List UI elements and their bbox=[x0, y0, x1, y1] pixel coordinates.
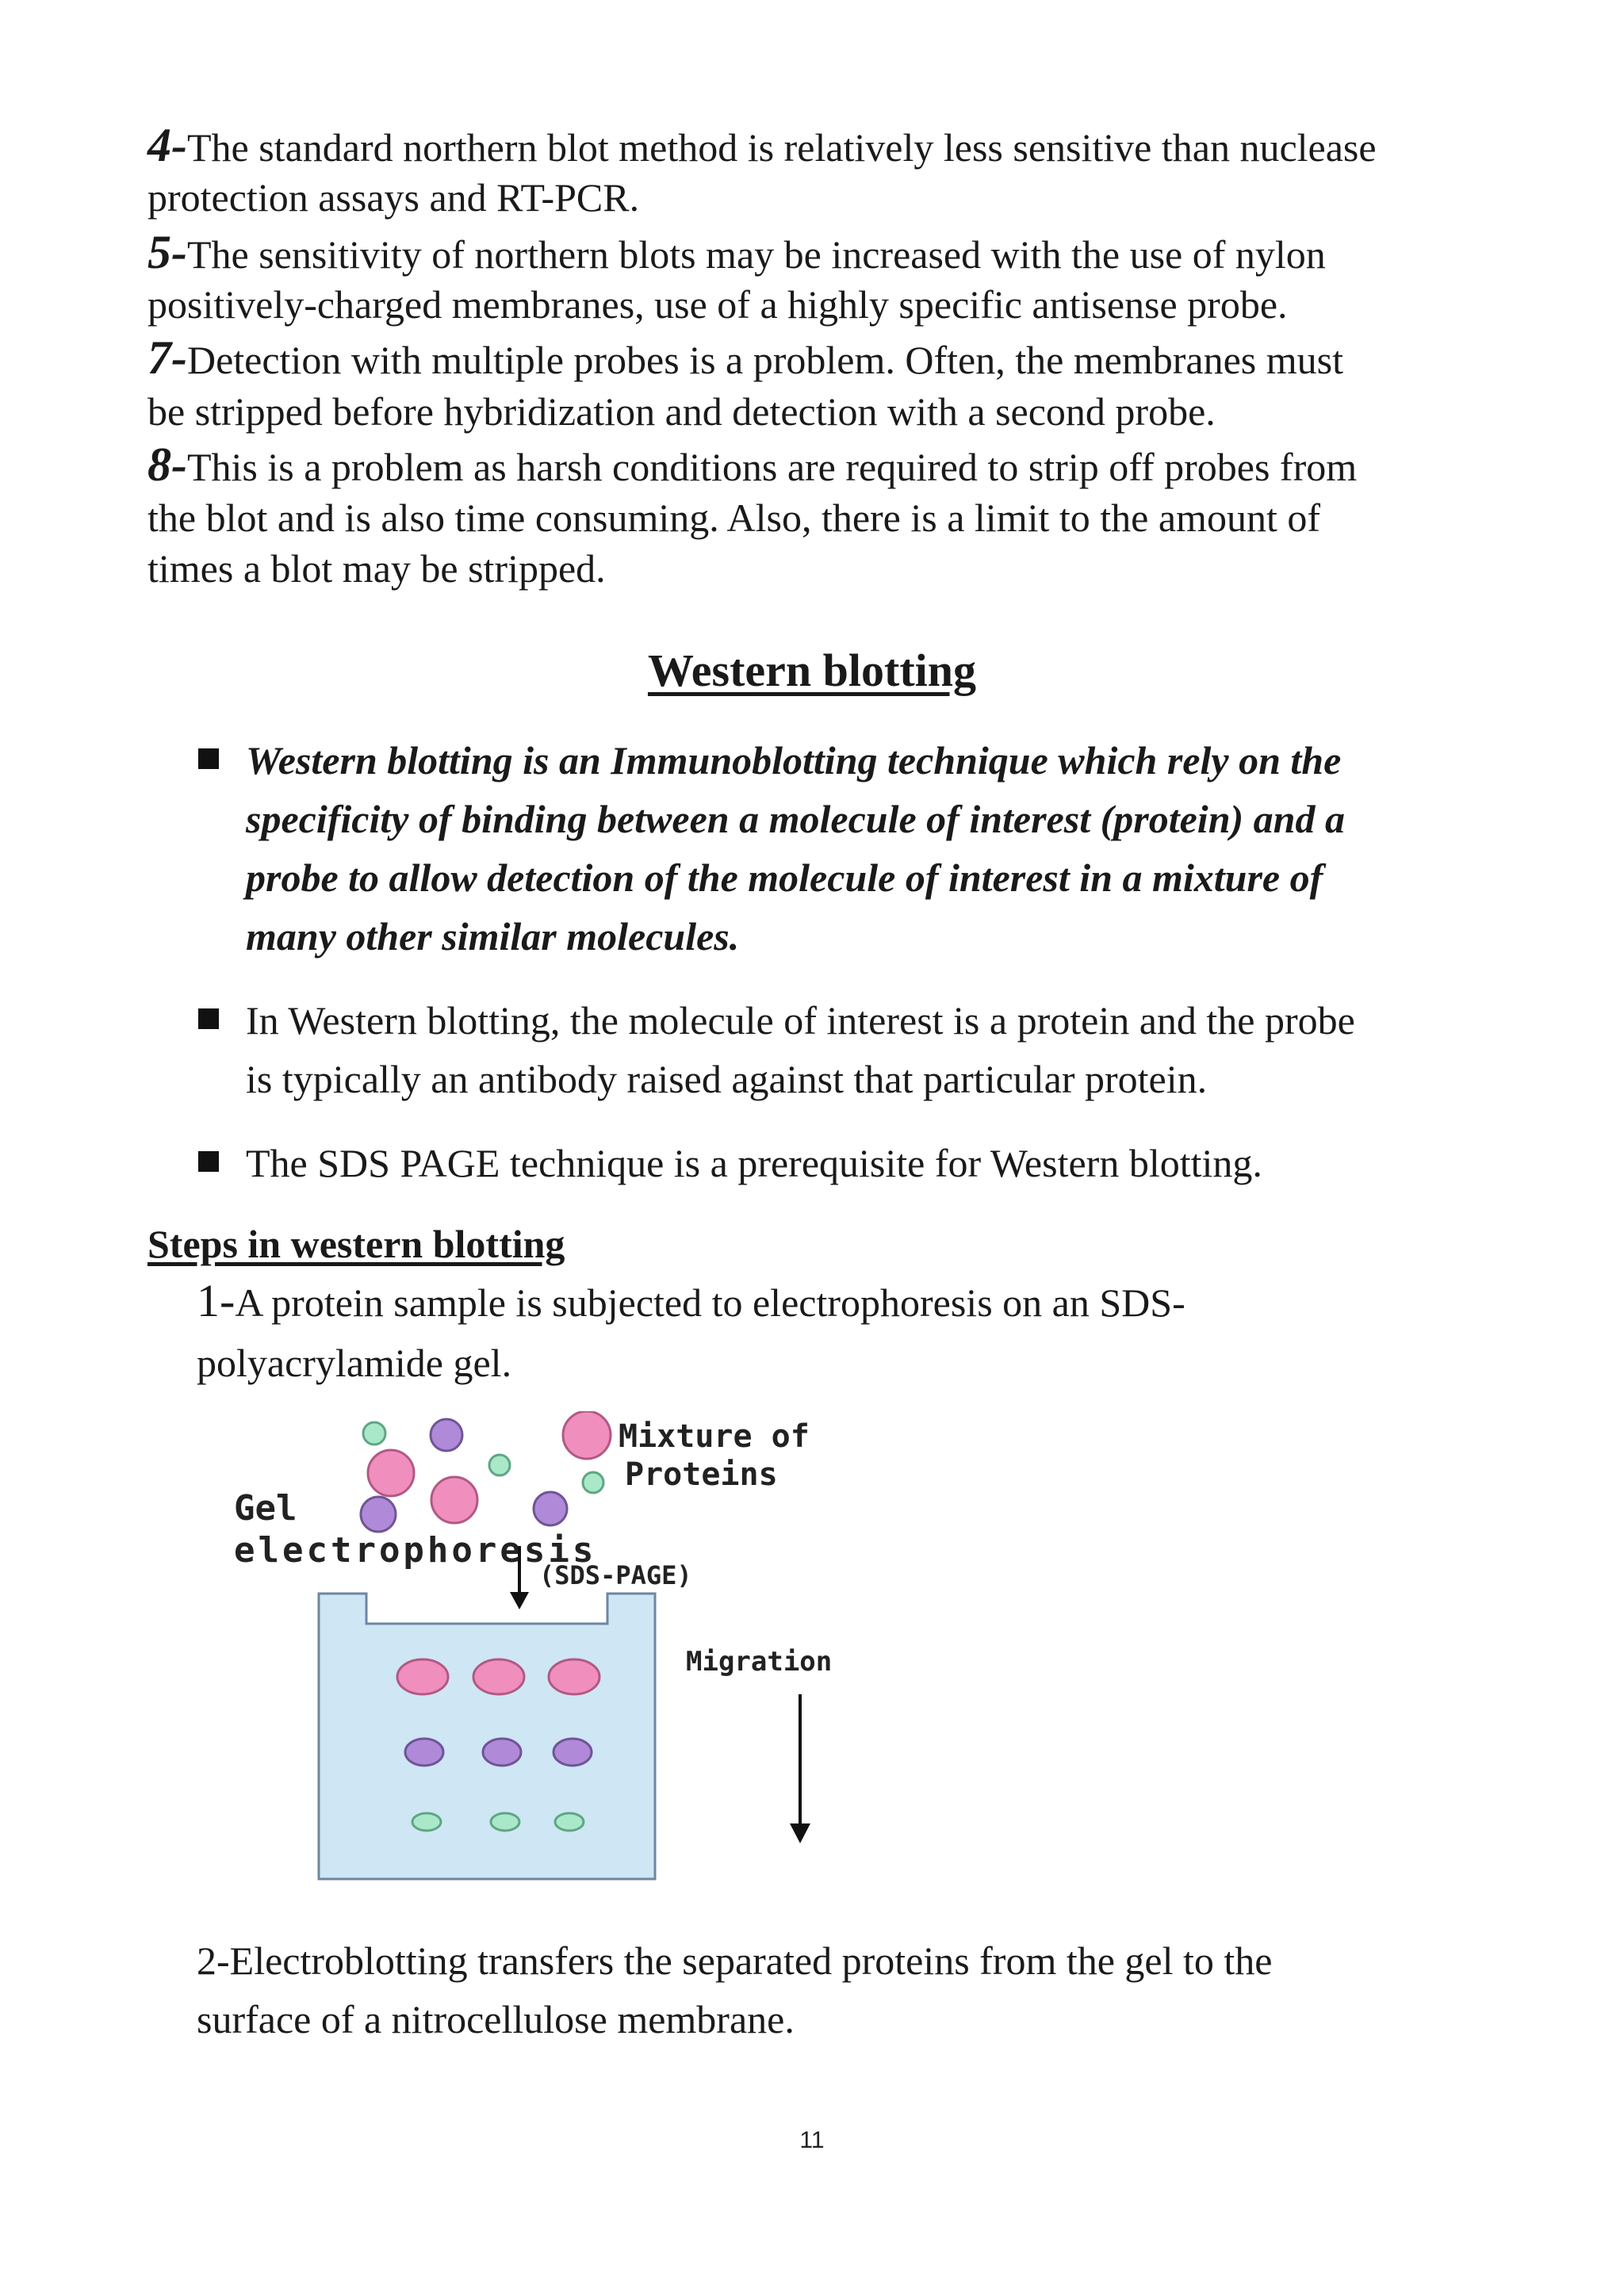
page-number: 11 bbox=[799, 2127, 825, 2153]
green-protein-dot bbox=[489, 1455, 510, 1475]
migration-label: Migration bbox=[686, 1646, 833, 1678]
purple-band bbox=[553, 1739, 592, 1766]
pink-protein-dot bbox=[431, 1477, 477, 1523]
bullet-2-line-1: In Western blotting, the molecule of interest is a protein and the probe bbox=[246, 998, 1355, 1043]
bullet-2-line-2: is typically an antibody raised against that particular protein. bbox=[246, 1057, 1208, 1101]
gel-well bbox=[319, 1594, 655, 1879]
mixture-label-2: Proteins bbox=[625, 1456, 778, 1493]
green-protein-dot bbox=[583, 1472, 603, 1493]
intro-line-4: positively-charged membranes, use of a highly specific antisense probe. bbox=[147, 282, 1288, 327]
migration-arrow-head-icon bbox=[790, 1823, 810, 1843]
purple-band bbox=[405, 1739, 443, 1766]
bullet-1-line-4: many other similar molecules. bbox=[246, 914, 740, 959]
step-1-line-1: 1-A protein sample is subjected to electrophoresis on an SDS- bbox=[197, 1275, 1185, 1326]
steps-heading: Steps in western blotting bbox=[147, 1222, 565, 1266]
step-2-line-2: surface of a nitrocellulose membrane. bbox=[197, 1997, 795, 2042]
intro-line-9: times a blot may be stripped. bbox=[147, 546, 606, 591]
mixture-label-1: Mixture of bbox=[619, 1418, 810, 1455]
green-band bbox=[555, 1813, 584, 1831]
pink-protein-dot bbox=[563, 1411, 611, 1459]
intro-line-6: be stripped before hybridization and detection with a second probe. bbox=[147, 389, 1216, 434]
pink-protein-dot bbox=[368, 1450, 414, 1496]
intro-line-7: 8-This is a problem as harsh conditions are required to strip off probes from bbox=[147, 438, 1358, 491]
intro-line-8: the blot and is also time consuming. Also, there is a limit to the amount of bbox=[147, 496, 1320, 540]
green-protein-dot bbox=[363, 1422, 385, 1445]
square-bullet-icon bbox=[198, 1008, 219, 1029]
green-band bbox=[491, 1813, 519, 1831]
intro-line-5: 7-Detection with multiple probes is a problem. Often, the membranes must bbox=[147, 331, 1343, 384]
down-arrow-head-icon bbox=[510, 1592, 529, 1609]
square-bullet-icon bbox=[198, 748, 219, 769]
pink-band bbox=[397, 1659, 448, 1694]
green-band bbox=[412, 1813, 441, 1831]
purple-protein-dot bbox=[534, 1492, 567, 1525]
bullet-1-line-3: probe to allow detection of the molecule of interest in a mixture of bbox=[246, 855, 1323, 900]
electrophoresis-label: electrophoresis bbox=[234, 1530, 597, 1571]
intro-line-2: protection assays and RT-PCR. bbox=[147, 175, 640, 220]
step-2-line-1: 2-Electroblotting transfers the separated proteins from the gel to the bbox=[197, 1938, 1273, 1983]
intro-line-3: 5-The sensitivity of northern blots may be increased with the use of nylon bbox=[147, 226, 1326, 278]
square-bullet-icon bbox=[198, 1151, 219, 1172]
gel-label: Gel bbox=[234, 1488, 297, 1529]
sds-page-label: (SDS-PAGE) bbox=[539, 1560, 692, 1590]
step-1-line-2: polyacrylamide gel. bbox=[197, 1341, 512, 1385]
section-title: Western blotting bbox=[647, 645, 977, 696]
purple-protein-dot bbox=[361, 1497, 396, 1532]
pink-band bbox=[549, 1659, 599, 1694]
purple-band bbox=[483, 1739, 521, 1766]
bullet-1-line-2: specificity of binding between a molecule of interest (protein) and a bbox=[246, 797, 1345, 841]
intro-line-1: 4-The standard northern blot method is relatively less sensitive than nuclease bbox=[147, 119, 1377, 171]
bullet-1-line-1: Western blotting is an Immunoblotting technique which rely on the bbox=[246, 738, 1342, 783]
sds-page-diagram bbox=[222, 1411, 952, 1887]
purple-protein-dot bbox=[431, 1419, 462, 1451]
pink-band bbox=[473, 1659, 524, 1694]
bullet-3-line-1: The SDS PAGE technique is a prerequisite for Western blotting. bbox=[246, 1141, 1262, 1185]
